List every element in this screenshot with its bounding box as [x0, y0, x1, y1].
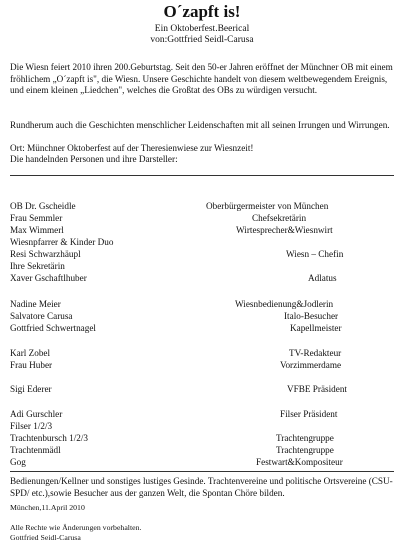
- cast-person: Adi Gurschler: [10, 409, 63, 419]
- document-date: München,11.April 2010: [10, 503, 85, 512]
- cast-row: [0, 408, 404, 420]
- cast-person: Nadine Meier: [10, 299, 61, 309]
- cast-person: Gog: [10, 457, 26, 467]
- intro-paragraph: Die Wiesn feiert 2010 ihren 200.Geburtstag. Seit den 50-er Jahren eröffnet der Münchner OB mit einem fröhlichem „O´zapft is", die Wiesn. Unsere Geschichte handelt von diesem weltbewegendem Ereignis, und einem kleinen „Liedchen", welches die Großtat des OBs zu würdigen versucht.: [10, 62, 393, 95]
- cast-role: Wiesn – Chefin: [286, 249, 344, 259]
- cast-row: [0, 432, 404, 444]
- cast-role: Filser Präsident: [280, 409, 338, 419]
- cast-person: Resi Schwarzhäupl: [10, 249, 81, 259]
- cast-row: [0, 456, 404, 468]
- cast-role: Italo-Besucher: [284, 311, 339, 321]
- cast-row: [0, 347, 404, 359]
- cast-person: Xaver Gschaftlhuber: [10, 273, 87, 283]
- cast-row: [0, 310, 404, 322]
- cast-role: Wiesnbedienung&Jodlerin: [235, 299, 334, 309]
- intro-cast-heading: Die handelnden Personen und ihre Darsteller:: [10, 154, 178, 164]
- cast-person: Wiesnpfarrer & Kinder Duo: [10, 237, 114, 247]
- cast-row: [0, 200, 404, 212]
- cast-role: Festwart&Kompositeur: [256, 457, 343, 467]
- cast-person: Karl Zobel: [10, 348, 51, 358]
- cast-role: Chefsekretärin: [252, 213, 307, 223]
- cast-person: Salvatore Carusa: [10, 311, 73, 321]
- cast-role: Adlatus: [308, 273, 337, 283]
- cast-person: Frau Semmler: [10, 213, 63, 223]
- cast-row: [0, 420, 404, 432]
- cast-role: Vorzimmerdame: [280, 360, 342, 370]
- cast-row: [0, 322, 404, 334]
- cast-row: [0, 248, 404, 260]
- intro-location: Ort: Münchner Oktoberfest auf der Theresienwiese zur Wiesnzeit!: [10, 143, 254, 153]
- cast-role: Wirtesprecher&Wiesnwirt: [236, 225, 333, 235]
- cast-role: VFBE Präsident: [287, 384, 347, 394]
- cast-role: Trachtengruppe: [276, 433, 334, 443]
- cast-role: Oberbürgermeister von München: [206, 201, 329, 211]
- cast-person: Sigi Ederer: [10, 384, 52, 394]
- cast-row: [0, 212, 404, 224]
- cast-row: [0, 224, 404, 236]
- cast-person: Trachtenbursch 1/2/3: [10, 433, 88, 443]
- cast-row: [0, 298, 404, 310]
- cast-row: [0, 359, 404, 371]
- cast-person: Filser 1/2/3: [10, 421, 53, 431]
- top-divider: [10, 175, 394, 176]
- ensemble-note: Bedienungen/Kellner und sonstiges lustiges Gesinde. Trachtenvereine und politische Ortsvereine (CSU-SPD/ etc.),sowie Besucher aus der ganzen Welt, die Spontan Chöre bilden.: [10, 476, 393, 498]
- document-title: O´zapft is!: [163, 2, 241, 21]
- cast-role: Kapellmeister: [290, 323, 342, 333]
- document-subtitle: Ein Oktoberfest.Beerical: [154, 24, 250, 34]
- cast-row: [0, 236, 404, 248]
- signature: Gottfried Seidl-Carusa: [10, 533, 81, 542]
- intro-passions: Rundherum auch die Geschichten menschlicher Leidenschaften mit all seinen Irrungen und Wirrungen.: [10, 120, 390, 130]
- cast-person: Trachtenmädl: [10, 445, 61, 455]
- author-line: von:Gottfried Seidl-Carusa: [150, 35, 254, 45]
- cast-row: [0, 272, 404, 284]
- cast-row: [0, 444, 404, 456]
- bottom-divider: [10, 471, 394, 472]
- cast-person: Ihre Sekretärin: [10, 261, 65, 271]
- cast-role: TV-Redakteur: [289, 348, 342, 358]
- cast-person: Max Wimmerl: [10, 225, 64, 235]
- cast-row: [0, 383, 404, 395]
- cast-row: [0, 260, 404, 272]
- cast-person: Frau Huber: [10, 360, 53, 370]
- cast-person: OB Dr. Gscheidle: [10, 201, 76, 211]
- cast-role: Trachtengruppe: [276, 445, 334, 455]
- rights-notice: Alle Rechte wie Änderungen vorbehalten.: [10, 523, 142, 532]
- cast-person: Gottfried Schwertnagel: [10, 323, 96, 333]
